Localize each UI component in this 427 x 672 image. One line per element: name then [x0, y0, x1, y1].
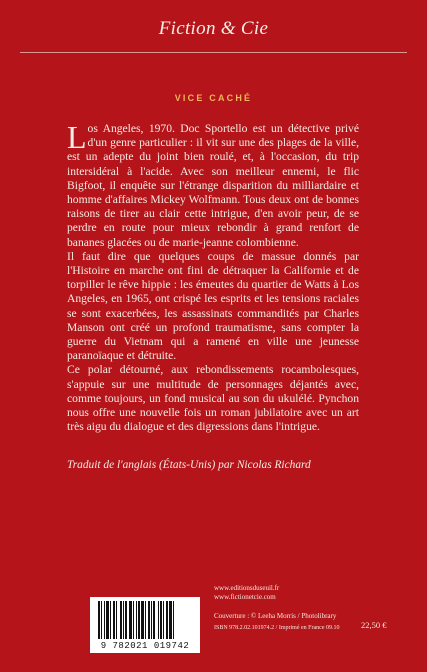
publisher-urls	[214, 584, 279, 602]
translator-credit: Traduit de l'anglais (États-Unis) par Nicolas Richard	[67, 459, 311, 471]
synopsis-paragraph-3: Ce polar détourné, aux rebondissements rocambolesques, s'appuie sur une multitude de personnages déjantés avec, comme toujours, un fond musical au son du ukulélé. Pynchon nous offre une nouvelle fois un roman jubilatoire avec un art très aigu du dialogue et des digressions dans l'intrigue.	[67, 363, 359, 434]
synopsis-paragraph-1	[67, 119, 359, 250]
barcode-bar	[169, 601, 172, 639]
drop-cap: L	[67, 119, 87, 155]
barcode-bar	[129, 601, 132, 639]
synopsis-paragraph-2: Il faut dire que quelques coups de massue donnés par l'Histoire en marche ont fini de détraquer la Californie et de torpiller le rêve hippie : les émeutes du quartier de Watts à Los Angeles, en 1965, ont crispé les esprits et les tensions raciales se sont exacerbées, les assassinats commandités par Charles Manson ont créé un profond traumatisme, sans compter la guerre du Vietnam qui a ramené en ville une jeunesse paranoïaque et détruite.	[67, 249, 359, 363]
barcode-bar	[141, 601, 144, 639]
barcode-bar	[138, 601, 140, 639]
price: 22,50 €	[361, 620, 387, 630]
isbn-line: ISBN 978.2.02.101974.2 / Imprimé en France 09.10	[214, 625, 340, 631]
barcode-bar	[158, 601, 159, 639]
barcode-bar	[160, 601, 162, 639]
barcode-bar	[145, 601, 146, 639]
barcode-bar	[116, 601, 117, 639]
synopsis	[67, 119, 359, 434]
barcode-bar	[148, 601, 150, 639]
header-divider	[20, 52, 407, 53]
barcode-digits: 9 782021 019742	[100, 641, 190, 651]
barcode-bars	[96, 601, 194, 639]
paragraph-1-text: os Angeles, 1970. Doc Sportello est un détective privé d'un genre particulier : il vit sur une des plages de la ville, est un adepte du joint bien roulé, et, à l'occasion, du trip intersidéral à l'acide. Avec son meilleur ennemi, le flic Bigfoot, il enquête sur l'étrange disparition du milliardaire et homme d'affaires Mickey Wolfmann. Tous deux ont de bonnes raisons de tirer au clair cette intrigue, d'en avoir peur, de se perdre en route pour mieux rebondir à grand renfort de bananes glacées ou de marie-jeanne colombienne.	[67, 122, 359, 249]
barcode-bar	[153, 601, 155, 639]
barcode	[90, 597, 200, 653]
barcode-bar	[98, 601, 100, 639]
book-title: VICE CACHÉ	[174, 93, 253, 103]
barcode-bar	[113, 601, 115, 639]
barcode-bar	[125, 601, 127, 639]
barcode-bar	[104, 601, 105, 639]
barcode-bar	[110, 601, 111, 639]
series-url: www.fictionetcie.com	[214, 593, 276, 601]
cover-credit: Couverture : © Leeha Morris / Photolibrary	[214, 612, 337, 620]
barcode-bar	[123, 601, 124, 639]
publisher-url: www.editionsduseuil.fr	[214, 584, 280, 592]
barcode-bar	[166, 601, 168, 639]
barcode-bar	[106, 601, 109, 639]
barcode-bar	[163, 601, 164, 639]
barcode-bar	[133, 601, 134, 639]
barcode-bar	[173, 601, 174, 639]
barcode-bar	[136, 601, 137, 639]
barcode-bar	[120, 601, 122, 639]
barcode-bar	[151, 601, 152, 639]
series-title: Fiction & Cie	[158, 18, 269, 39]
barcode-bar	[101, 601, 102, 639]
